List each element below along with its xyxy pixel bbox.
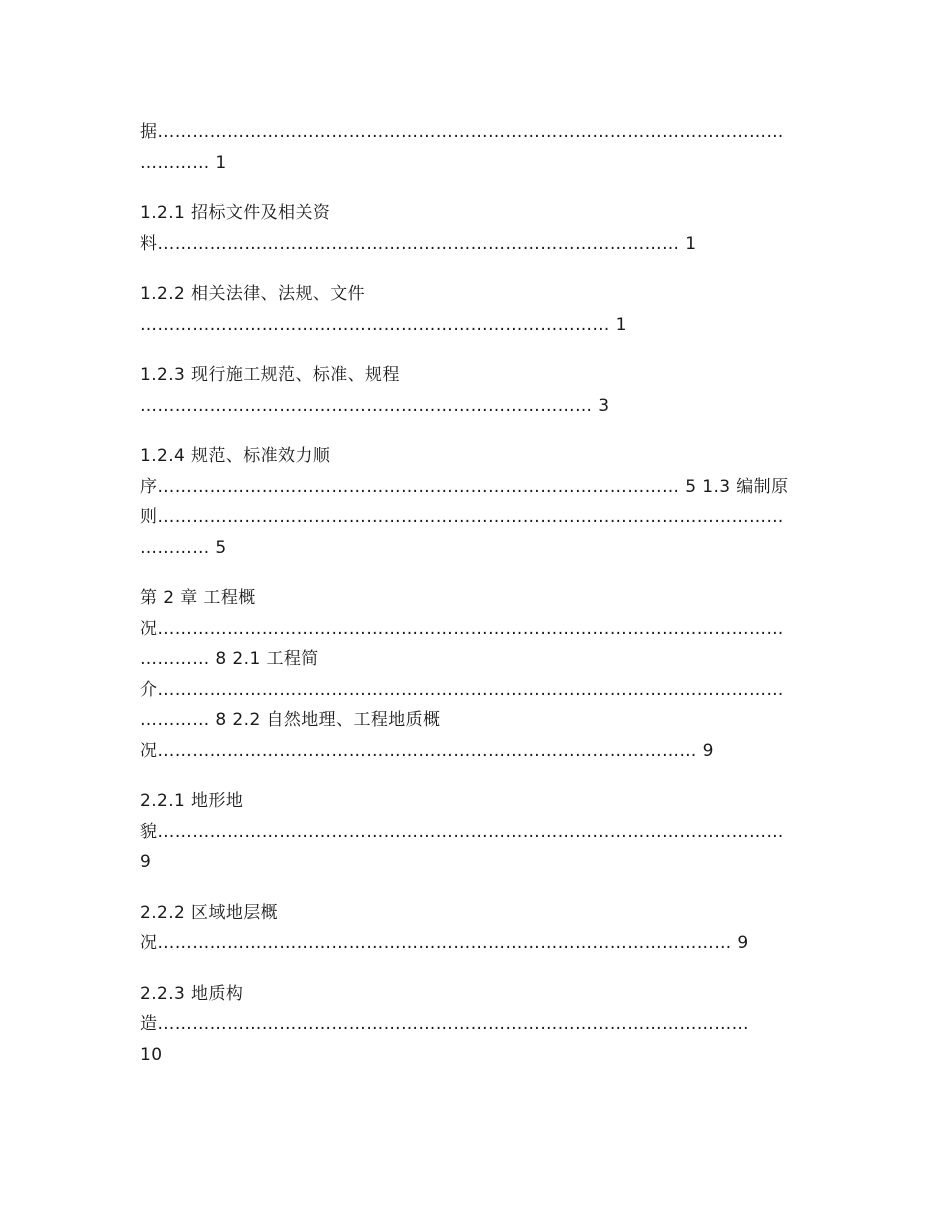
toc-entry-heading: 1.2.2 相关法律、法规、文件 [140, 284, 366, 304]
toc-entry-heading: 2.2.1 地形地 [140, 791, 244, 811]
toc-line: ………… 8 2.1 工程简 [140, 649, 319, 669]
toc-gap [140, 421, 810, 441]
toc-gap [140, 340, 810, 360]
toc-gap [140, 959, 810, 979]
toc-line: ……………………………………………………………………… 1 [140, 314, 627, 335]
toc-gap [140, 259, 810, 279]
toc-line: 貌……………………………………………………………………………………………… [140, 821, 784, 842]
toc-line: 况……………………………………………………………………………………… 9 [140, 933, 749, 953]
toc-line: 据……………………………………………………………………………………………… [140, 122, 784, 142]
toc-line: ………… 5 [140, 537, 227, 558]
toc-line: ………… 8 2.2 自然地理、工程地质概 [140, 710, 441, 730]
toc-line: 9 [140, 852, 152, 872]
toc-line: …………………………………………………………………… 3 [140, 395, 610, 416]
toc-line: 10 [140, 1044, 163, 1065]
toc-line: 序……………………………………………………………………………… 5 1.3 编制原 [140, 476, 789, 497]
toc-line: 况……………………………………………………………………………………………… [140, 618, 784, 639]
toc-line: ………… 1 [140, 152, 227, 173]
toc-entry-heading: 1.2.1 招标文件及相关资 [140, 203, 331, 223]
toc-line: 介……………………………………………………………………………………………… [140, 679, 784, 700]
toc-line: 造………………………………………………………………………………………… [140, 1014, 749, 1034]
toc-page [140, 117, 810, 1070]
toc-gap [140, 178, 810, 198]
toc-gap [140, 563, 810, 583]
toc-gap [140, 878, 810, 898]
toc-entry-heading: 1.2.4 规范、标准效力顺 [140, 446, 331, 466]
toc-chapter-heading: 第 2 章 工程概 [140, 588, 256, 608]
toc-entry-heading: 2.2.3 地质构 [140, 983, 244, 1004]
toc-line: 料……………………………………………………………………………… 1 [140, 233, 697, 254]
toc-line: 况………………………………………………………………………………… 9 [140, 740, 714, 761]
toc-line: 则……………………………………………………………………………………………… [140, 507, 784, 527]
toc-entry-heading: 2.2.2 区域地层概 [140, 902, 279, 923]
toc-gap [140, 766, 810, 786]
toc-entry-heading: 1.2.3 现行施工规范、标准、规程 [140, 365, 400, 385]
